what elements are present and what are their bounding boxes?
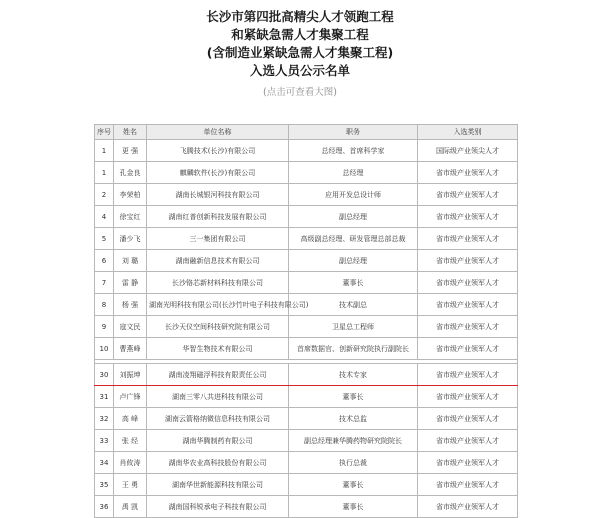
row-unit: 华智生物技术有限公司 [147,338,289,360]
row-no: 4 [95,206,114,228]
row-name: 徐宝红 [114,206,147,228]
row-category: 省市级产业领军人才 [418,474,518,496]
table-row [95,408,518,430]
row-name: 卢广锋 [114,386,147,408]
title-line-1: 长沙市第四批高精尖人才领跑工程 [206,9,394,24]
row-no: 2 [95,184,114,206]
row-no: 7 [95,272,114,294]
row-position: 卫星总工程师 [289,316,418,338]
row-unit: 湖南三零八共进科技有限公司 [147,386,289,408]
table-row [95,338,518,360]
row-no: 34 [95,452,114,474]
table-row [95,386,518,408]
row-no: 31 [95,386,114,408]
row-unit: 湖南融新信息技术有限公司 [147,250,289,272]
row-category: 省市级产业领军人才 [418,162,518,184]
row-position: 董事长 [289,474,418,496]
row-name: 刘振坤 [114,364,147,386]
row-name: 雷 静 [114,272,147,294]
row-unit: 湖南华世新能源科技有限公司 [147,474,289,496]
row-position: 高级副总经理、研发管理总部总裁 [289,228,418,250]
row-unit: 湖南华腾制药有限公司 [147,430,289,452]
row-position: 董事长 [289,272,418,294]
row-no: 1 [95,140,114,162]
row-position: 首席数据官、创新研究院执行副院长 [289,338,418,360]
row-position: 技术副总 [289,294,418,316]
row-unit: 湖南凌翔磁浮科技有限责任公司 [147,364,289,386]
row-name: 王 勇 [114,474,147,496]
table-row [95,364,518,386]
table-row [95,316,518,338]
row-category: 省市级产业领军人才 [418,496,518,518]
row-category: 省市级产业领军人才 [418,386,518,408]
row-category: 省市级产业领军人才 [418,294,518,316]
row-category: 省市级产业领军人才 [418,228,518,250]
table-row [95,294,518,316]
row-position: 技术专家 [289,364,418,386]
row-position: 执行总裁 [289,452,418,474]
row-category: 省市级产业领军人才 [418,430,518,452]
row-unit: 湖南华农业高科技股份有限公司 [147,452,289,474]
row-unit: 湖南国科锐承电子科技有限公司 [147,496,289,518]
row-category: 省市级产业领军人才 [418,184,518,206]
table-row [95,184,518,206]
row-name: 禹 凯 [114,496,147,518]
row-category: 国际级产业领尖人才 [418,140,518,162]
row-unit: 三一集团有限公司 [147,228,289,250]
row-no: 30 [95,364,114,386]
row-category: 省市级产业领军人才 [418,338,518,360]
header-unit: 单位名称 [147,125,289,140]
title-line-4: 入选人员公示名单 [249,63,350,78]
row-no: 10 [95,338,114,360]
row-position: 总经理 [289,162,418,184]
header-position: 职务 [289,125,418,140]
row-position: 董事长 [289,496,418,518]
row-name: 刘 璐 [114,250,147,272]
row-no: 33 [95,430,114,452]
row-unit: 长沙铬芯新材料科技有限公司 [147,272,289,294]
table-row [95,228,518,250]
table-row [95,430,518,452]
row-no: 35 [95,474,114,496]
title-line-3: (含制造业紧缺急需人才集聚工程) [206,45,394,60]
table-header-row [95,125,518,140]
title-line-2: 和紧缺急需人才集聚工程 [231,27,369,42]
row-name: 潘少飞 [114,228,147,250]
row-position: 董事长 [289,386,418,408]
row-name: 孔金良 [114,162,147,184]
header-no: 序号 [95,125,114,140]
table-row [95,250,518,272]
row-no: 1 [95,162,114,184]
row-name: 张 经 [114,430,147,452]
row-position: 技术总监 [289,408,418,430]
row-unit: 麒麟软件(长沙)有限公司 [147,162,289,184]
table-row [95,474,518,496]
row-unit: 长沙天仪空间科技研究院有限公司 [147,316,289,338]
view-large-image-hint[interactable]: (点击可查看大图) [263,87,337,98]
row-name: 曹燕峰 [114,338,147,360]
row-no: 9 [95,316,114,338]
row-no: 32 [95,408,114,430]
row-unit: 飞腾技术(长沙)有限公司 [147,140,289,162]
table-row [95,162,518,184]
row-position: 应用开发总设计师 [289,184,418,206]
row-category: 省市级产业领军人才 [418,250,518,272]
row-no: 5 [95,228,114,250]
row-category: 省市级产业领军人才 [418,316,518,338]
row-category: 省市级产业领军人才 [418,206,518,228]
candidate-table [94,124,510,518]
table-row [95,496,518,518]
row-position: 副总经理 [289,250,418,272]
row-name: 杨 强 [114,294,147,316]
row-unit: 湖南云箭格纳微信息科技有限公司 [147,408,289,430]
row-name: 高 峰 [114,408,147,430]
table-row [95,140,518,162]
row-name: 李荣柏 [114,184,147,206]
row-position: 副总经理兼华腾药物研究院院长 [289,430,418,452]
page-title [0,8,600,80]
row-no: 8 [95,294,114,316]
row-no: 6 [95,250,114,272]
header-category: 入选类别 [418,125,518,140]
row-category: 省市级产业领军人才 [418,452,518,474]
row-name: 肖攸涛 [114,452,147,474]
row-category: 省市级产业领军人才 [418,408,518,430]
header-name: 姓名 [114,125,147,140]
row-position: 总经理、首席科学家 [289,140,418,162]
table-row [95,452,518,474]
row-category: 省市级产业领军人才 [418,272,518,294]
table-row [95,272,518,294]
row-no: 36 [95,496,114,518]
row-name: 寇文民 [114,316,147,338]
row-unit: 湖南红普创新科技发展有限公司 [147,206,289,228]
row-category: 省市级产业领军人才 [418,364,518,386]
row-unit: 湖南长城银河科技有限公司 [147,184,289,206]
row-name: 更 强 [114,140,147,162]
row-position: 副总经理 [289,206,418,228]
table-row [95,206,518,228]
row-unit: 湖南光明科技有限公司(长沙竹叶电子科技有限公司) [147,294,289,316]
